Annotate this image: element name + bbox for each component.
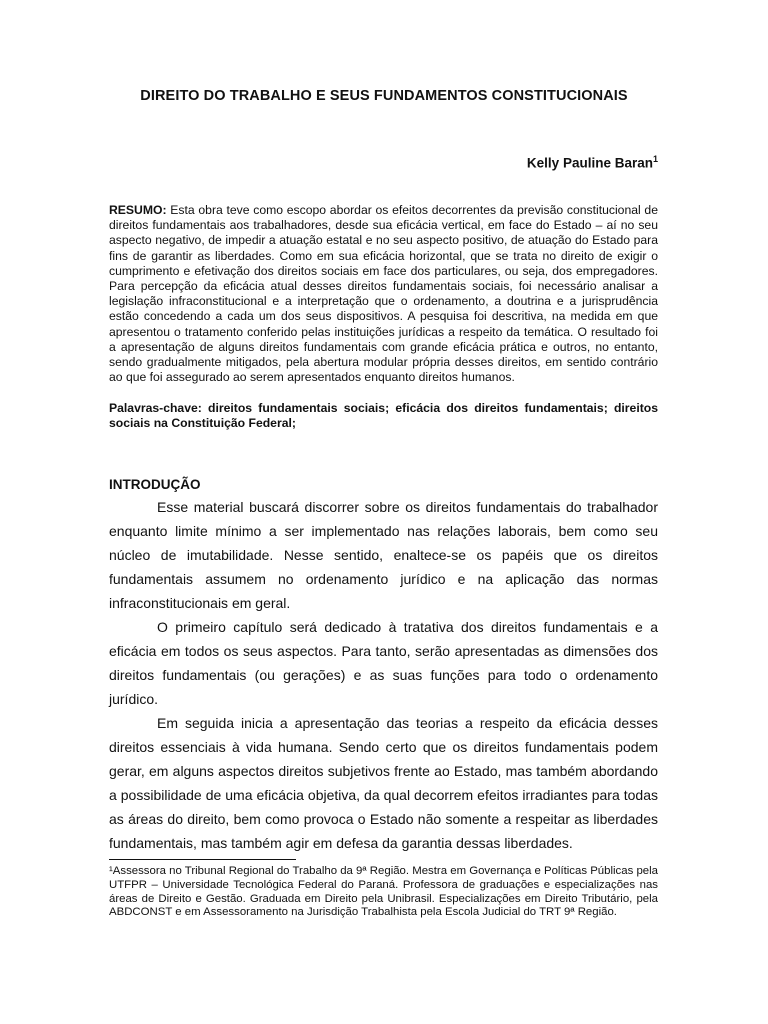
footnote: ¹Assessora no Tribunal Regional do Trabalho da 9ª Região. Mestra em Governança e Políticas Públicas pela UTFPR – Universidade Tecnológica Federal do Paraná. Professora de graduações e especializações nas áreas de Direito e Gestão. Graduada em Direito pela Unibrasil. Especializações em Direito Tributário, pela ABDCONST e em Assessoramento na Jurisdição Trabalhista pela Escola Judicial do TRT 9ª Região. <box>109 865 658 919</box>
author-name <box>527 154 658 171</box>
abstract-label: RESUMO: <box>109 203 167 217</box>
paragraph: O primeiro capítulo será dedicado à tratativa dos direitos fundamentais e a eficácia em todos os seus aspectos. Para tanto, serão apresentadas as dimensões dos direitos fundamentais (ou gerações) e as suas funções para todo o ordenamento jurídico. <box>109 619 658 707</box>
paragraph: Em seguida inicia a apresentação das teorias a respeito da eficácia desses direitos essenciais à vida humana. Sendo certo que os direitos fundamentais podem gerar, em alguns aspectos direitos subjetivos frente ao Estado, mas também abordando a possibilidade de uma eficácia objetiva, da qual decorrem efeitos irradiantes para todas as áreas do direito, bem como provoca o Estado não somente a respeitar as liberdades fundamentais, mas também agir em defesa da garantia dessas liberdades. <box>109 715 658 851</box>
paragraph: Esse material buscará discorrer sobre os direitos fundamentais do trabalhador enquanto limite mínimo a ser implementado nas relações laborais, bem como seu núcleo de imutabilidade. Nesse sentido, enaltece-se os papéis que os direitos fundamentais assumem no ordenamento jurídico e na aplicação das normas infraconstitucionais em geral. <box>109 499 658 611</box>
abstract <box>109 203 658 385</box>
document-title: DIREITO DO TRABALHO E SEUS FUNDAMENTOS CONSTITUCIONAIS <box>140 88 628 104</box>
section-heading-introduction: INTRODUÇÃO <box>109 477 201 492</box>
footnote-separator <box>109 859 296 860</box>
introduction-body <box>109 495 658 855</box>
author-footnote-mark: 1 <box>652 154 658 164</box>
keywords: Palavras-chave: direitos fundamentais sociais; eficácia dos direitos fundamentais; direitos sociais na Constituição Federal; <box>109 401 658 431</box>
author-name-text: Kelly Pauline Baran <box>526 155 653 171</box>
abstract-text: Esta obra teve como escopo abordar os efeitos decorrentes da previsão constitucional de direitos fundamentais aos trabalhadores, desde sua eficácia vertical, em face do Estado – aí no seu aspecto negativo, de impedir a atuação estatal e no seu aspecto positivo, de atuação do Estado para fins de garantir as liberdades. Como em sua eficácia horizontal, que se trata no direito de exigir o cumprimento e efetivação dos direitos sociais em face dos particulares, ou seja, dos empregadores. Para percepção da eficácia atual desses direitos fundamentais sociais, foi necessário analisar a legislação infraconstitucional e a interpretação que o ordenamento, a doutrina e a jurisprudência estão concedendo a cada um dos seus dispositivos. A pesquisa foi descritiva, na medida em que apresentou o tratamento conferido pelas instituições jurídicas a respeito da temática. O resultado foi a apresentação de alguns direitos fundamentais com grande eficácia prática e outros, no entanto, sendo gradualmente mitigados, pela abertura modular própria desses direitos, em sentido contrário ao que foi assegurado ao serem apresentados enquanto direitos humanos. <box>109 203 658 385</box>
